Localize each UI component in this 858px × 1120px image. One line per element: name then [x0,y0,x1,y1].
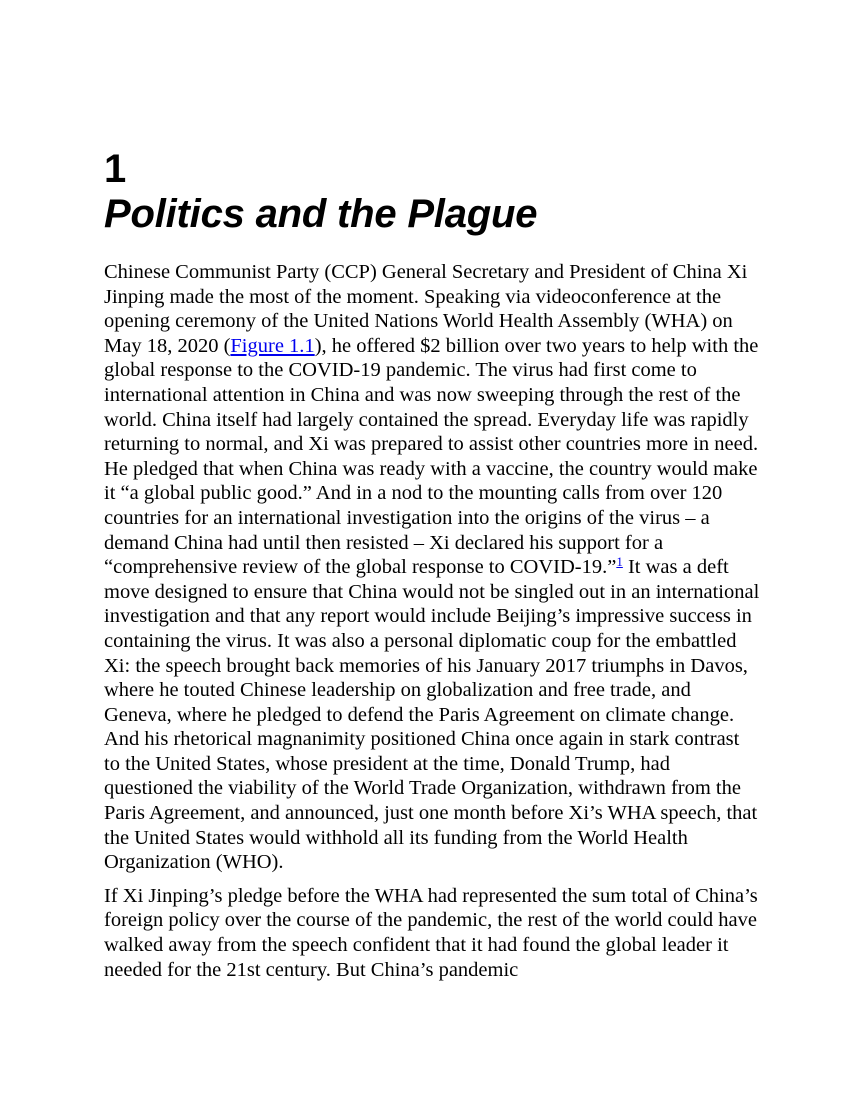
body-paragraph-1 [104,260,760,875]
paragraph-1-text-middle: ), he offered $2 billion over two years to help with the global response to the COVID-19 pandemic. The virus had first come to international attention in China and was now sweeping through the rest of the world. China itself had largely contained the spread. Everyday life was rapidly returning to normal, and Xi was prepared to assist other countries more in need. He pledged that when China was ready with a vaccine, the country would make it “a global public good.” And in a nod to the mounting calls from over 120 countries for an international investigation into the origins of the virus – a demand China had until then resisted – Xi declared his support for a “comprehensive review of the global response to COVID-19.” [104,334,759,579]
chapter-title: Politics and the Plague [104,192,538,236]
footnote-1-link[interactable]: 1 [616,554,623,570]
page-content [104,148,764,991]
chapter-number: 1 [104,147,127,191]
paragraph-1-text-end: It was a deft move designed to ensure that China would not be singled out in an international investigation and that any report would include Beijing’s impressive success in containing the virus. It was also a personal diplomatic coup for the embattled Xi: the speech brought back memories of his January 2017 triumphs in Davos, where he touted Chinese leadership on globalization and free trade, and Geneva, where he pledged to defend the Paris Agreement on climate change. And his rhetorical magnanimity positioned China once again in stark contrast to the United States, whose president at the time, Donald Trump, had questioned the viability of the World Trade Organization, withdrawn from the Paris Agreement, and announced, just one month before Xi’s WHA speech, that the United States would withhold all its funding from the World Health Organization (WHO). [104,556,760,874]
figure-1-1-link[interactable]: Figure 1.1 [230,334,315,357]
body-paragraph-2: If Xi Jinping’s pledge before the WHA had represented the sum total of China’s foreign policy over the course of the pandemic, the rest of the world could have walked away from the speech confident that it had found the global leader it needed for the 21st century. But China’s pandemic [104,884,758,981]
paragraph-1-text-start: Chinese Communist Party (CCP) General Secretary and President of China Xi Jinping made the most of the moment. Speaking via videoconference at the opening ceremony of the United Nations World Health Assembly (WHA) on May 18, 2020 ( [104,261,748,357]
